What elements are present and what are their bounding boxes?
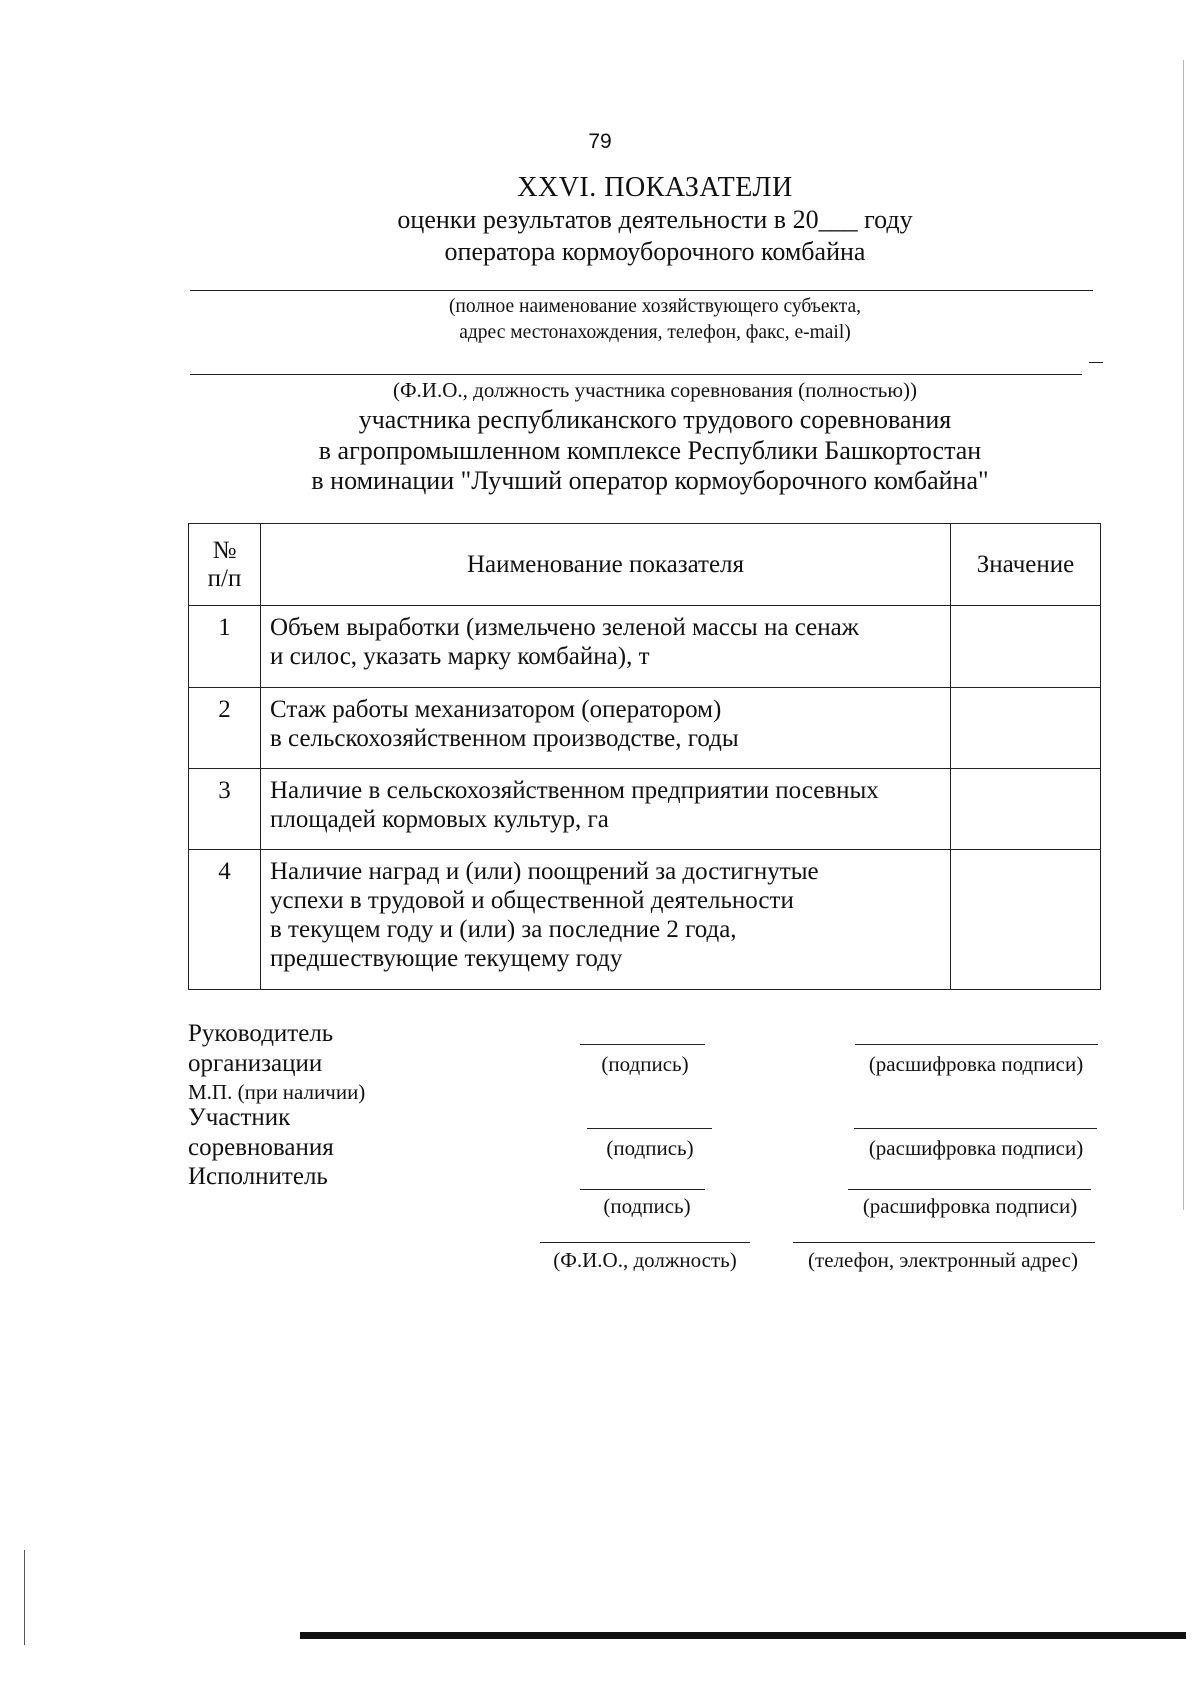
row-text-line: предшествующие текущему году <box>270 945 623 972</box>
header-number-symbol: № <box>212 536 237 564</box>
executor-fio-line[interactable] <box>540 1242 750 1243</box>
row-value[interactable] <box>951 769 1101 850</box>
row-value[interactable] <box>951 688 1101 769</box>
entity-note-line1: (полное наименование хозяйствующего субъекта, <box>448 296 862 317</box>
participant-signature-line[interactable] <box>587 1128 712 1129</box>
participant-note: (Ф.И.О., должность участника соревнования (полностью)) <box>392 378 918 402</box>
executor-contact-line[interactable] <box>793 1242 1095 1243</box>
document-subtitle-line2: оператора кормоуборочного комбайна <box>444 237 866 266</box>
executor-signature-caption: (подпись) <box>603 1194 691 1218</box>
header-number-abbrev: п/п <box>207 564 242 592</box>
executor-fio-caption: (Ф.И.О., должность) <box>553 1248 737 1272</box>
row-text-line: Объем выработки (измельчено зеленой массы на сенаж <box>270 614 859 641</box>
entity-note-line2: адрес местонахождения, телефон, факс, e-mail) <box>459 322 851 343</box>
table-header-row <box>189 524 1101 606</box>
stamp-label: М.П. (при наличии) <box>188 1080 366 1104</box>
participant-decoding-caption: (расшифровка подписи) <box>868 1136 1084 1160</box>
row-number: 4 <box>189 850 261 990</box>
row-text-line: и силос, указать марку комбайна), т <box>270 643 650 670</box>
row-text-line: Наличие в сельскохозяйственном предприятии посевных <box>270 777 879 804</box>
scan-edge-mark-left <box>24 1550 25 1645</box>
document-title: XXVI. ПОКАЗАТЕЛИ <box>517 172 793 203</box>
executor-decoding-line[interactable] <box>848 1189 1091 1190</box>
executor-label: Исполнитель <box>188 1163 328 1190</box>
row-number: 1 <box>189 606 261 688</box>
participant-label-line1: Участник <box>188 1104 291 1131</box>
executor-contact-caption: (телефон, электронный адрес) <box>808 1248 1078 1272</box>
row-number: 2 <box>189 688 261 769</box>
row-text-line: в текущем году и (или) за последние 2 года, <box>270 916 737 943</box>
row-indicator-name <box>261 850 951 990</box>
row-indicator-name <box>261 688 951 769</box>
row-value[interactable] <box>951 850 1101 990</box>
row-text-line: Стаж работы механизатором (оператором) <box>270 696 722 723</box>
head-label-line1: Руководитель <box>188 1020 334 1047</box>
head-decoding-line[interactable] <box>855 1044 1098 1045</box>
participant-text-line2: в агропромышленном комплексе Республики Башкортостан <box>318 436 982 465</box>
row-text-line: успехи в трудовой и общественной деятельности <box>270 887 794 914</box>
table-row <box>189 769 1101 850</box>
row-text-line: Наличие наград и (или) поощрений за достигнутые <box>270 858 819 885</box>
table-row <box>189 850 1101 990</box>
page-bottom-rule <box>300 1632 1186 1639</box>
head-decoding-caption: (расшифровка подписи) <box>868 1052 1084 1076</box>
header-number-cell <box>189 524 261 606</box>
table-row <box>189 606 1101 688</box>
header-name-cell: Наименование показателя <box>261 524 951 606</box>
entity-name-line <box>190 290 1093 291</box>
scan-edge-mark <box>1183 60 1184 1210</box>
participant-decoding-line[interactable] <box>854 1128 1097 1129</box>
row-indicator-name <box>261 606 951 688</box>
row-text-line: площадей кормовых культур, га <box>270 806 609 833</box>
participant-text-line1: участника республиканского трудового соревнования <box>358 405 952 434</box>
row-indicator-name <box>261 769 951 850</box>
participant-text-line3: в номинации "Лучший оператор кормоуборочного комбайна" <box>311 466 989 495</box>
document-subtitle-line1: оценки результатов деятельности в 20___ году <box>397 205 913 234</box>
table-row <box>189 688 1101 769</box>
participant-name-line <box>190 374 1082 375</box>
page-number: 79 <box>588 130 612 153</box>
executor-decoding-caption: (расшифровка подписи) <box>862 1194 1078 1218</box>
header-value-cell: Значение <box>951 524 1101 606</box>
row-value[interactable] <box>951 606 1101 688</box>
executor-signature-line[interactable] <box>580 1189 705 1190</box>
head-label-line2: организации <box>188 1050 323 1077</box>
head-signature-caption: (подпись) <box>601 1052 689 1076</box>
row-number: 3 <box>189 769 261 850</box>
row-text-line: в сельскохозяйственном производстве, годы <box>270 725 739 752</box>
participant-label-line2: соревнования <box>188 1134 334 1161</box>
participant-signature-caption: (подпись) <box>606 1136 694 1160</box>
line-dash-mark <box>1089 362 1103 363</box>
indicators-table <box>188 523 1101 990</box>
head-signature-line[interactable] <box>580 1044 705 1045</box>
